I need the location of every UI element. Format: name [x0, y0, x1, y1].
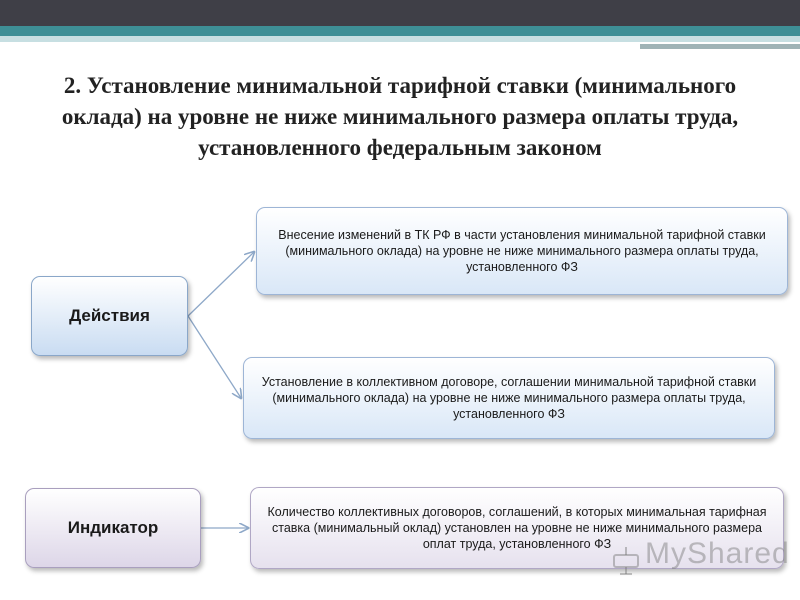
- action-box-collective-agreement: [243, 357, 775, 439]
- actions-label: Действия: [69, 306, 150, 325]
- action-text-tk-amendment: Внесение изменений в ТК РФ в части установления минимальной тарифной ставки (минимального оклада) на уровне не ниже минимального размера оплаты труда, установленного ФЗ: [278, 228, 766, 274]
- arrow-to-tk-box: [188, 252, 254, 316]
- indicator-label-box: [25, 488, 201, 568]
- indicator-label: Индикатор: [67, 518, 159, 537]
- header-accent-band: [0, 26, 800, 36]
- action-box-tk-amendment: [256, 207, 788, 295]
- header-gray-stripe: [640, 44, 800, 49]
- actions-label-box: [31, 276, 188, 356]
- arrow-to-collective-box: [188, 316, 241, 398]
- watermark-text: MyShared: [645, 537, 790, 570]
- action-text-collective-agreement: Установление в коллективном договоре, соглашении минимальной тарифной ставки (минимального оклада) на уровне не ниже минимального размера оплаты труда, установленного ФЗ: [261, 375, 757, 421]
- top-bar: [0, 0, 800, 26]
- indicator-text: Количество коллективных договоров, соглашений, в которых минимальная тарифная ставка (минимальный оклад) установлен на уровне не ниже минимального размера оплат труда, установленного ФЗ: [267, 505, 767, 551]
- slide-title: 2. Установление минимальной тарифной ставки (минимального оклада) на уровне не ниже минимального размера оплаты труда, установленного федеральным законом: [61, 73, 739, 160]
- header-light-band: [0, 36, 800, 42]
